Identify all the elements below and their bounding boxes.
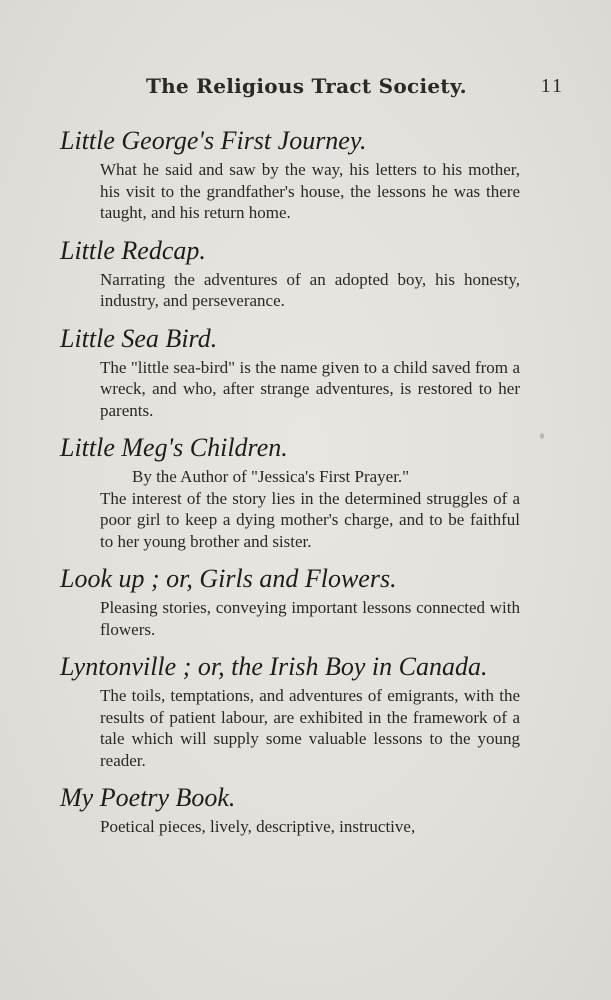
- book-entry: [60, 781, 520, 838]
- book-title: My Poetry Book.: [60, 783, 236, 812]
- book-title: Little Meg's Children.: [60, 433, 288, 462]
- book-title: Look up ; or, Girls and Flowers.: [60, 564, 397, 593]
- book-entry: [60, 234, 520, 312]
- paper-speck: [540, 433, 544, 439]
- book-byline: By the Author of "Jessica's First Prayer.": [132, 467, 410, 486]
- book-description: The toils, temptations, and adventures of emigrants, with the results of patient labour, are exhibited in the framework of a tale which will supply some valuable lessons to the young reader.: [100, 686, 520, 770]
- book-entry: [60, 562, 520, 640]
- book-description: The interest of the story lies in the determined struggles of a poor girl to keep a dying mother's charge, and to be faithful to her young brother and sister.: [100, 488, 520, 551]
- running-head: [62, 74, 562, 104]
- book-description: The "little sea-bird" is the name given to a child saved from a wreck, and who, after strange adventures, is restored to her parents.: [100, 357, 520, 420]
- book-description: Pleasing stories, conveying important lessons connected with flowers.: [100, 598, 520, 639]
- book-title: Little Redcap.: [60, 235, 206, 265]
- running-head-title: The Religious Tract Society.: [146, 74, 467, 98]
- book-title: Lyntonville ; or, the Irish Boy in Canada.: [60, 652, 488, 681]
- book-entry: [60, 322, 520, 422]
- page-number: 11: [540, 75, 564, 97]
- book-entry: [60, 124, 520, 224]
- book-entry: [60, 650, 520, 771]
- book-description-block: [100, 466, 520, 552]
- book-entry: [60, 431, 520, 552]
- book-description: What he said and saw by the way, his letters to his mother, his visit to the grandfather's house, the lessons he was there taught, and his return home.: [100, 160, 520, 222]
- book-description: Poetical pieces, lively, descriptive, instructive,: [100, 817, 416, 836]
- book-title: Little Sea Bird.: [60, 323, 218, 353]
- book-list: [60, 124, 520, 848]
- book-title: Little George's First Journey.: [60, 126, 367, 155]
- book-description: Narrating the adventures of an adopted boy, his honesty, industry, and perseverance.: [100, 269, 520, 310]
